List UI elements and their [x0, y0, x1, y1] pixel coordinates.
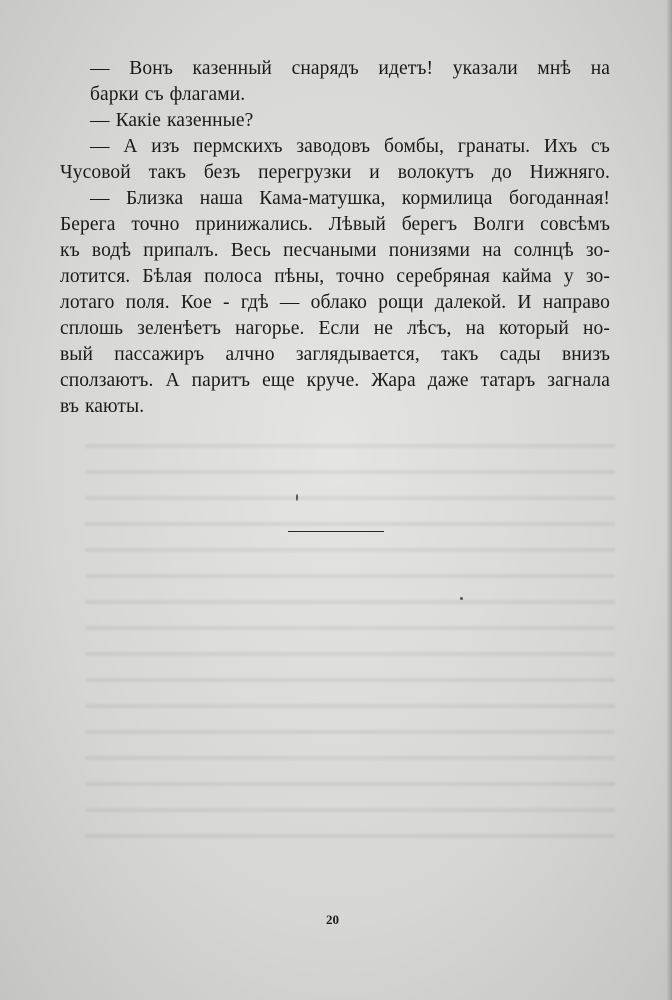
text-line: сползаютъ. А паритъ еще круче. Жара даже татаръ загнала: [60, 370, 610, 391]
ink-speck: [296, 494, 298, 501]
text-line: — Близка наша Кама-матушка, кормилица богоданная!: [90, 188, 610, 209]
text-line: барки съ флагами.: [90, 84, 246, 105]
text-line: лотаго поля. Кое - гдѣ — облако рощи далекой. И направо: [60, 292, 610, 313]
page-edge-shadow: [666, 0, 672, 1000]
ink-speck: [460, 597, 463, 600]
text-line: — А изъ пермскихъ заводовъ бомбы, гранаты. Ихъ съ: [90, 136, 610, 157]
text-line: лотится. Бѣлая полоса пѣны, точно серебряная кайма у зо-: [60, 266, 610, 287]
text-line: въ каюты.: [60, 396, 145, 417]
text-line: къ водѣ припалъ. Весь песчаными понизями на солнцѣ зо-: [60, 240, 610, 261]
text-line: вый пассажиръ алчно заглядывается, такъ сады внизъ: [60, 344, 610, 365]
text-line: сплошь зеленѣетъ нагорье. Если не лѣсъ, на который но-: [60, 318, 610, 339]
bleed-through-shadow: [85, 430, 615, 850]
text-line: Чусовой такъ безъ перегрузки и волокутъ до Нижняго.: [60, 162, 610, 183]
section-divider: [288, 531, 384, 532]
text-line: — Какіе казенные?: [90, 110, 254, 131]
page-number: 20: [326, 912, 339, 927]
body-text: [60, 56, 610, 420]
text-line: — Вонъ казенный снарядъ идетъ! указали мнѣ на: [90, 58, 610, 79]
text-line: Берега точно принижались. Лѣвый берегъ Волги совсѣмъ: [60, 214, 610, 235]
